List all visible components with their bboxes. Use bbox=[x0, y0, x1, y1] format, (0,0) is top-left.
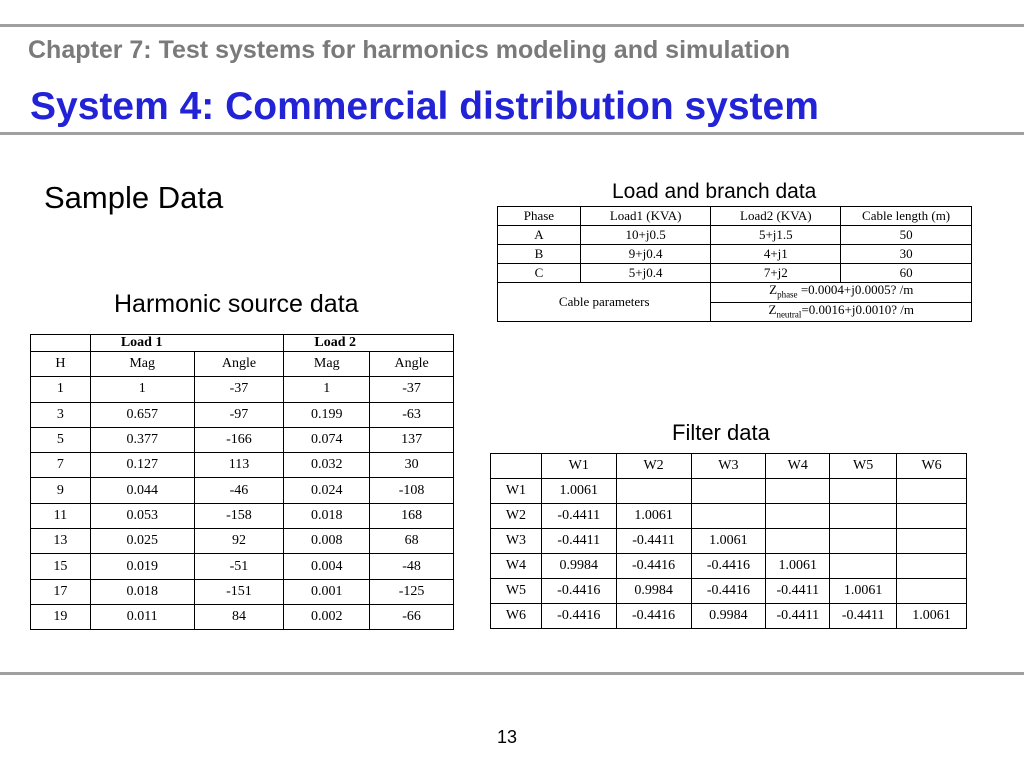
filter-cell: 0.9984 bbox=[616, 579, 691, 604]
load-branch-column-header: Phase bbox=[498, 207, 581, 226]
filter-table bbox=[490, 453, 967, 629]
chapter-heading: Chapter 7: Test systems for harmonics modeling and simulation bbox=[28, 36, 791, 64]
harmonic-cell: 0.199 bbox=[284, 402, 370, 427]
z-phase-cell bbox=[711, 283, 972, 303]
sample-data-label: Sample Data bbox=[44, 180, 224, 215]
harmonic-cell: -51 bbox=[194, 554, 284, 579]
load-branch-cell: 50 bbox=[841, 226, 972, 245]
load-branch-cell: 5+j0.4 bbox=[580, 264, 711, 283]
harmonic-cell: 9 bbox=[31, 478, 91, 503]
filter-cell: W3 bbox=[491, 529, 542, 554]
filter-cell: W1 bbox=[491, 479, 542, 504]
filter-cell: -0.4411 bbox=[830, 604, 897, 629]
cable-parameters-label: Cable parameters bbox=[498, 283, 711, 322]
harmonic-row bbox=[31, 453, 454, 478]
harmonic-cell: -158 bbox=[194, 503, 284, 528]
load-branch-caption: Load and branch data bbox=[612, 180, 817, 203]
filter-caption: Filter data bbox=[672, 420, 770, 445]
filter-cell: 1.0061 bbox=[616, 504, 691, 529]
filter-header-row bbox=[491, 454, 967, 479]
load-branch-column-header: Cable length (m) bbox=[841, 207, 972, 226]
harmonic-cell: -63 bbox=[370, 402, 454, 427]
title-rule bbox=[0, 132, 1024, 135]
filter-cell: -0.4416 bbox=[616, 554, 691, 579]
harmonic-cell: 168 bbox=[370, 503, 454, 528]
load-branch-cell: 4+j1 bbox=[711, 245, 841, 264]
filter-row bbox=[491, 479, 967, 504]
z-phase-symbol: Z bbox=[769, 282, 778, 297]
harmonic-column-header: Angle bbox=[370, 352, 454, 377]
filter-cell: W2 bbox=[491, 504, 542, 529]
harmonic-cell: 3 bbox=[31, 402, 91, 427]
harmonic-cell: 84 bbox=[194, 604, 284, 629]
harmonic-source-table bbox=[30, 334, 454, 630]
harmonic-cell: 0.377 bbox=[90, 427, 194, 452]
load-branch-row bbox=[498, 226, 972, 245]
filter-cell: -0.4411 bbox=[541, 529, 616, 554]
slide-title: System 4: Commercial distribution system bbox=[30, 85, 819, 128]
filter-cell: -0.4416 bbox=[541, 579, 616, 604]
load-branch-column-header: Load1 (KVA) bbox=[580, 207, 711, 226]
filter-cell: -0.4416 bbox=[691, 554, 766, 579]
harmonic-row bbox=[31, 503, 454, 528]
harmonic-row bbox=[31, 478, 454, 503]
filter-cell bbox=[830, 504, 897, 529]
load-branch-cell: 10+j0.5 bbox=[580, 226, 711, 245]
harmonic-cell: 137 bbox=[370, 427, 454, 452]
harmonic-cell: 17 bbox=[31, 579, 91, 604]
harmonic-column-header: H bbox=[31, 352, 91, 377]
harmonic-cell: -66 bbox=[370, 604, 454, 629]
harmonic-cell: 0.019 bbox=[90, 554, 194, 579]
harmonic-cell: -108 bbox=[370, 478, 454, 503]
z-neutral-value: =0.0016+j0.0010? /m bbox=[801, 301, 914, 317]
harmonic-cell: 30 bbox=[370, 453, 454, 478]
filter-cell: 1.0061 bbox=[830, 579, 897, 604]
filter-cell: -0.4411 bbox=[766, 579, 830, 604]
filter-row bbox=[491, 554, 967, 579]
filter-column-header: W6 bbox=[897, 454, 967, 479]
filter-cell bbox=[766, 529, 830, 554]
load-branch-cell: 30 bbox=[841, 245, 972, 264]
load-branch-cell: 9+j0.4 bbox=[580, 245, 711, 264]
bottom-rule bbox=[0, 672, 1024, 675]
filter-row bbox=[491, 504, 967, 529]
filter-cell: -0.4411 bbox=[541, 504, 616, 529]
harmonic-cell: 68 bbox=[370, 529, 454, 554]
filter-column-header bbox=[491, 454, 542, 479]
filter-cell: 1.0061 bbox=[541, 479, 616, 504]
filter-cell: 1.0061 bbox=[766, 554, 830, 579]
filter-cell bbox=[616, 479, 691, 504]
filter-cell: -0.4416 bbox=[691, 579, 766, 604]
load-branch-cell: A bbox=[498, 226, 581, 245]
z-phase-value: =0.0004+j0.0005? /m bbox=[797, 282, 914, 297]
load-branch-cell: C bbox=[498, 264, 581, 283]
filter-column-header: W5 bbox=[830, 454, 897, 479]
filter-cell bbox=[691, 479, 766, 504]
harmonic-row bbox=[31, 402, 454, 427]
harmonic-cell: 13 bbox=[31, 529, 91, 554]
harmonic-cell: -46 bbox=[194, 478, 284, 503]
harmonic-cell: 0.044 bbox=[90, 478, 194, 503]
harmonic-cell: -125 bbox=[370, 579, 454, 604]
harmonic-cell: 15 bbox=[31, 554, 91, 579]
harmonic-cell: 0.024 bbox=[284, 478, 370, 503]
load-branch-cell: B bbox=[498, 245, 581, 264]
harmonic-cell: -151 bbox=[194, 579, 284, 604]
harmonic-cell: 0.018 bbox=[284, 503, 370, 528]
harmonic-row bbox=[31, 579, 454, 604]
page-number: 13 bbox=[497, 727, 518, 747]
harmonic-column-header: Mag bbox=[284, 352, 370, 377]
load-branch-cell: 7+j2 bbox=[711, 264, 841, 283]
harmonic-cell: 19 bbox=[31, 604, 91, 629]
harmonic-column-header-row bbox=[31, 352, 454, 377]
filter-cell bbox=[830, 529, 897, 554]
filter-cell bbox=[766, 479, 830, 504]
filter-cell bbox=[897, 504, 967, 529]
filter-cell bbox=[897, 479, 967, 504]
cable-parameters-row bbox=[498, 283, 972, 303]
load-branch-row bbox=[498, 245, 972, 264]
filter-cell: -0.4411 bbox=[766, 604, 830, 629]
filter-cell bbox=[897, 579, 967, 604]
filter-column-header: W2 bbox=[616, 454, 691, 479]
harmonic-group-header-row bbox=[31, 335, 454, 352]
filter-cell: W4 bbox=[491, 554, 542, 579]
filter-cell: 1.0061 bbox=[691, 529, 766, 554]
filter-cell: 0.9984 bbox=[691, 604, 766, 629]
filter-cell bbox=[897, 554, 967, 579]
filter-cell bbox=[830, 554, 897, 579]
harmonic-cell: -97 bbox=[194, 402, 284, 427]
harmonic-row bbox=[31, 377, 454, 402]
filter-cell bbox=[766, 504, 830, 529]
load-branch-header-row bbox=[498, 207, 972, 226]
harmonic-cell: 0.127 bbox=[90, 453, 194, 478]
z-neutral-cell bbox=[711, 302, 972, 322]
filter-row bbox=[491, 579, 967, 604]
harmonic-cell: 92 bbox=[194, 529, 284, 554]
harmonic-cell: 5 bbox=[31, 427, 91, 452]
z-neutral-symbol: Z bbox=[768, 301, 777, 317]
harmonic-row bbox=[31, 529, 454, 554]
load-branch-row bbox=[498, 264, 972, 283]
harmonic-cell: 0.011 bbox=[90, 604, 194, 629]
harmonic-cell: 0.018 bbox=[90, 579, 194, 604]
load-branch-cell: 60 bbox=[841, 264, 972, 283]
harmonic-cell: 0.657 bbox=[90, 402, 194, 427]
harmonic-cell: 0.053 bbox=[90, 503, 194, 528]
harmonic-cell: 0.025 bbox=[90, 529, 194, 554]
load-branch-column-header: Load2 (KVA) bbox=[711, 207, 841, 226]
harmonic-cell: -166 bbox=[194, 427, 284, 452]
harmonic-row bbox=[31, 604, 454, 629]
harmonic-cell: 113 bbox=[194, 453, 284, 478]
harmonic-cell: 7 bbox=[31, 453, 91, 478]
filter-cell: 0.9984 bbox=[541, 554, 616, 579]
filter-row bbox=[491, 604, 967, 629]
harmonic-row bbox=[31, 427, 454, 452]
harmonic-cell: 0.004 bbox=[284, 554, 370, 579]
filter-cell: -0.4411 bbox=[616, 529, 691, 554]
harmonic-cell: 11 bbox=[31, 503, 91, 528]
harmonic-cell: 1 bbox=[31, 377, 91, 402]
load1-group-header: Load 1 bbox=[90, 335, 284, 352]
harmonic-corner-cell bbox=[31, 335, 91, 352]
load-branch-table bbox=[497, 206, 972, 322]
harmonic-cell: 0.008 bbox=[284, 529, 370, 554]
filter-cell bbox=[691, 504, 766, 529]
load2-group-header: Load 2 bbox=[284, 335, 454, 352]
harmonic-row bbox=[31, 554, 454, 579]
filter-cell bbox=[897, 529, 967, 554]
z-neutral-subscript: neutral bbox=[776, 309, 802, 320]
harmonic-cell: -48 bbox=[370, 554, 454, 579]
harmonic-cell: 0.074 bbox=[284, 427, 370, 452]
harmonic-column-header: Mag bbox=[90, 352, 194, 377]
filter-column-header: W3 bbox=[691, 454, 766, 479]
filter-row bbox=[491, 529, 967, 554]
top-rule bbox=[0, 24, 1024, 27]
harmonic-column-header: Angle bbox=[194, 352, 284, 377]
harmonic-cell: -37 bbox=[370, 377, 454, 402]
filter-cell: 1.0061 bbox=[897, 604, 967, 629]
filter-cell: W6 bbox=[491, 604, 542, 629]
filter-cell: -0.4416 bbox=[616, 604, 691, 629]
z-phase-subscript: phase bbox=[777, 289, 798, 300]
filter-cell bbox=[830, 479, 897, 504]
harmonic-cell: -37 bbox=[194, 377, 284, 402]
filter-cell: W5 bbox=[491, 579, 542, 604]
harmonic-cell: 1 bbox=[90, 377, 194, 402]
harmonic-cell: 1 bbox=[284, 377, 370, 402]
filter-cell: -0.4416 bbox=[541, 604, 616, 629]
load-branch-cell: 5+j1.5 bbox=[711, 226, 841, 245]
harmonic-cell: 0.002 bbox=[284, 604, 370, 629]
filter-column-header: W4 bbox=[766, 454, 830, 479]
harmonic-cell: 0.032 bbox=[284, 453, 370, 478]
filter-column-header: W1 bbox=[541, 454, 616, 479]
harmonic-source-caption: Harmonic source data bbox=[114, 290, 359, 318]
harmonic-cell: 0.001 bbox=[284, 579, 370, 604]
